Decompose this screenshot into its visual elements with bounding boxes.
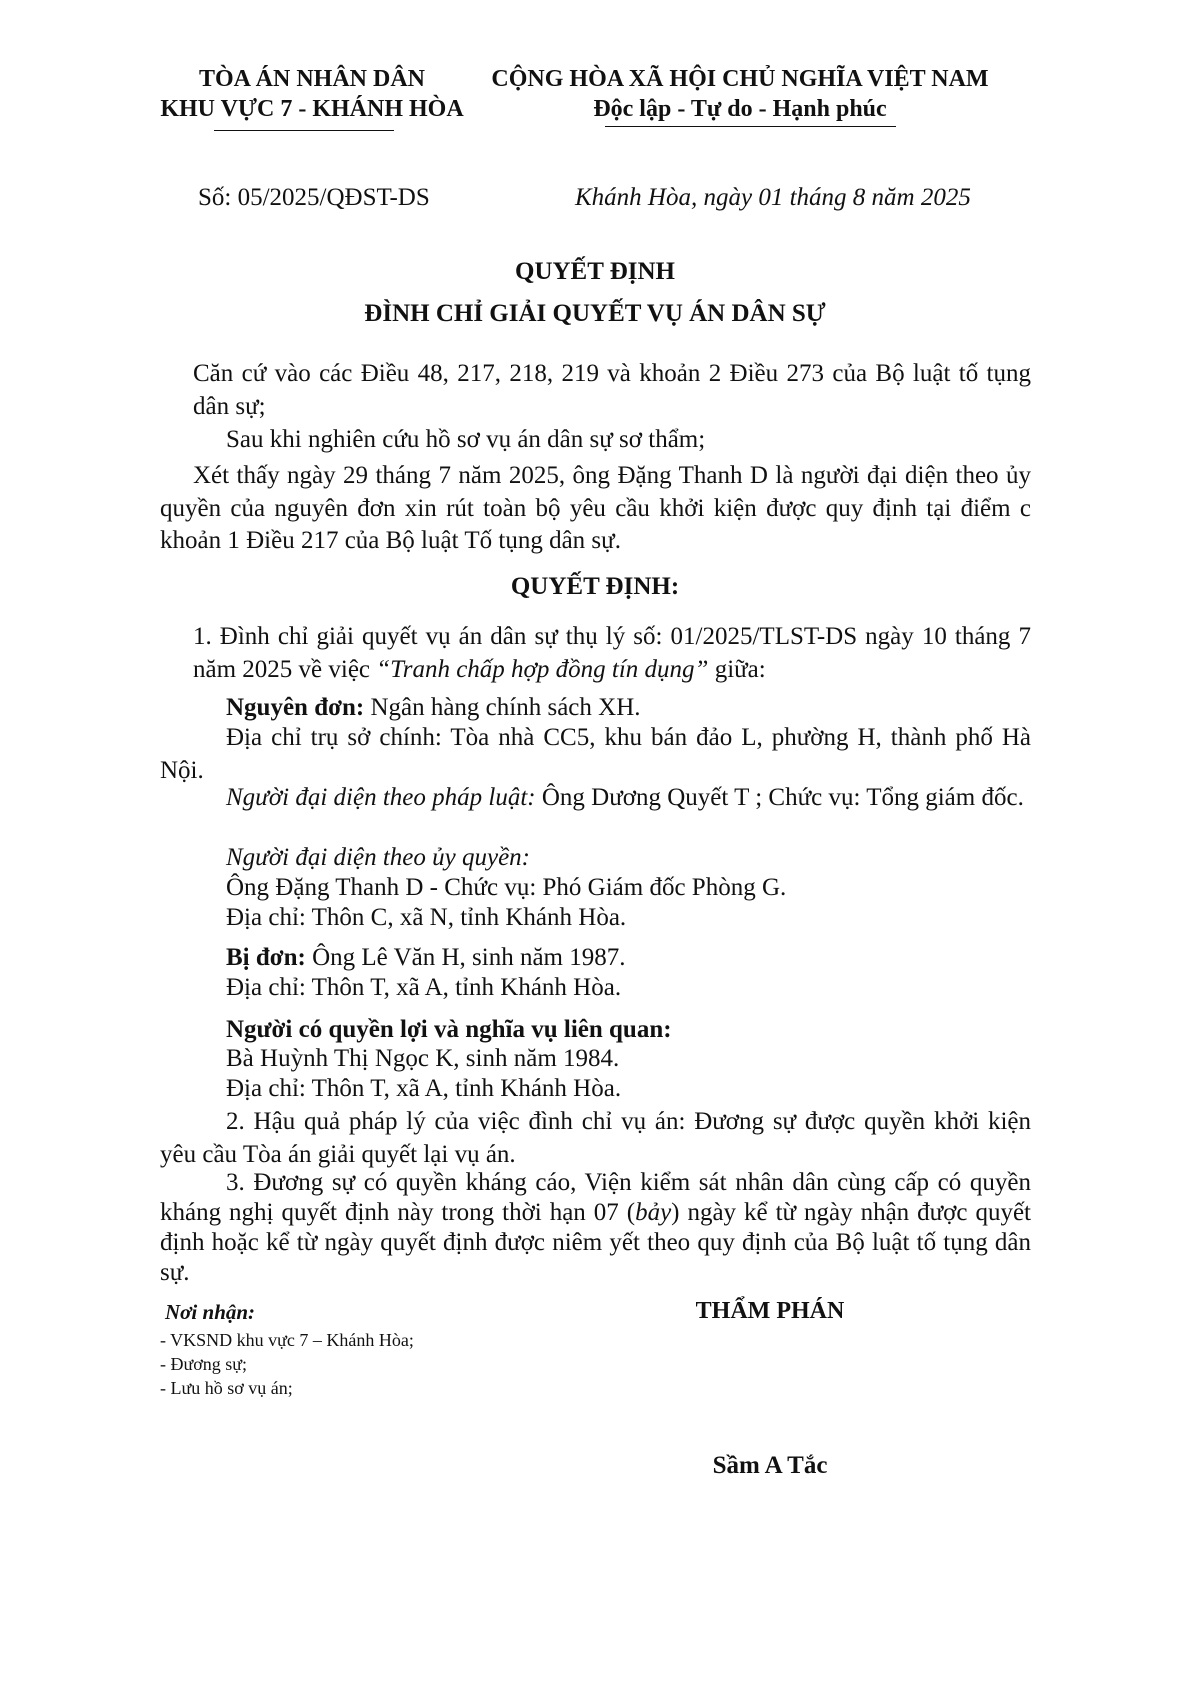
document-number: Số: 05/2025/QĐST-DS: [198, 184, 430, 211]
item3-days-word: bảy: [635, 1199, 672, 1226]
item1-text: 1. Đình chỉ giải quyết vụ án dân sự thụ lý số: 01/2025/TLST-DS ngày 10 tháng 7 năm 2025 về việc: [193, 623, 1031, 683]
legal-basis: Căn cứ vào các Điều 48, 217, 218, 219 và khoản 2 Điều 273 của Bộ luật tố tụng dân sự;: [193, 360, 1031, 420]
item1-suffix: giữa:: [714, 655, 766, 683]
plaintiff-line: [226, 692, 641, 724]
recipients-title: Nơi nhận:: [165, 1300, 256, 1324]
place-and-date: Khánh Hòa, ngày 01 tháng 8 năm 2025: [575, 184, 971, 211]
signer-role: THẨM PHÁN: [695, 1298, 845, 1324]
decision-heading: QUYẾT ĐỊNH:: [510, 573, 680, 600]
related-party-label: Người có quyền lợi và nghĩa vụ liên quan:: [226, 1016, 672, 1043]
nation-motto: Độc lập - Tự do - Hạnh phúc: [593, 96, 887, 122]
plaintiff-name: Ngân hàng chính sách XH.: [364, 694, 641, 721]
item3-text-end: ) ngày kể từ ngày nhận được quyết định hoặc kể từ ngày quyết định được niêm yết theo quy định của Bộ luật tố tụng dân sự.: [160, 1199, 1031, 1286]
defendant-name: Ông Lê Văn H, sinh năm 1987.: [305, 944, 626, 971]
decision-item-2: 2. Hậu quả pháp lý của việc đình chỉ vụ án: Đương sự được quyền khởi kiện yêu cầu Tòa án giải quyết lại vụ án.: [160, 1108, 1031, 1168]
decision-subtitle: ĐÌNH CHỈ GIẢI QUYẾT VỤ ÁN DÂN SỰ: [364, 300, 826, 327]
recipient-item: - Lưu hồ sơ vụ án;: [160, 1378, 293, 1398]
auth-rep-address: Địa chỉ: Thôn C, xã N, tỉnh Khánh Hòa.: [226, 904, 627, 931]
court-name-line2: KHU VỰC 7 - KHÁNH HÒA: [160, 96, 464, 122]
defendant-label: Bị đơn:: [226, 944, 306, 971]
motto-underline: [605, 126, 896, 127]
recipient-item: - VKSND khu vực 7 – Khánh Hòa;: [160, 1330, 414, 1350]
nation-title: CỘNG HÒA XÃ HỘI CHỦ NGHĨA VIỆT NAM: [491, 66, 989, 92]
court-name-line1: TÒA ÁN NHÂN DÂN: [198, 66, 425, 92]
defendant-address: Địa chỉ: Thôn T, xã A, tỉnh Khánh Hòa.: [226, 974, 622, 1001]
signer-name: Sầm A Tắc: [712, 1452, 828, 1479]
legal-rep-value: Ông Dương Quyết T ; Chức vụ: Tổng giám đốc.: [535, 784, 1024, 811]
decision-item-3: [160, 1168, 1031, 1288]
related-party-address: Địa chỉ: Thôn T, xã A, tỉnh Khánh Hòa.: [226, 1075, 622, 1102]
item3-text: 3. Đương sự có quyền kháng cáo, Viện kiểm sát nhân dân cùng cấp có quyền kháng nghị quyết định này trong thời hạn 07 (: [160, 1169, 1031, 1226]
auth-rep-name: Ông Đặng Thanh D - Chức vụ: Phó Giám đốc Phòng G.: [226, 874, 787, 901]
recipient-item: - Đương sự;: [160, 1354, 248, 1374]
related-party-name: Bà Huỳnh Thị Ngọc K, sinh năm 1984.: [226, 1045, 620, 1072]
case-title: “Tranh chấp hợp đồng tín dụng”: [376, 655, 709, 683]
court-underline: [214, 130, 394, 131]
decision-item-1: [193, 621, 1031, 686]
plaintiff-legal-rep: [160, 782, 1031, 815]
decision-title: QUYẾT ĐỊNH: [515, 258, 675, 285]
plaintiff-address: Địa chỉ trụ sở chính: Tòa nhà CC5, khu bán đảo L, phường H, thành phố Hà Nội.: [160, 724, 1031, 784]
legal-rep-label: Người đại diện theo pháp luật:: [226, 784, 536, 811]
defendant-line: [226, 942, 626, 974]
case-study-note: Sau khi nghiên cứu hồ sơ vụ án dân sự sơ thẩm;: [226, 426, 706, 453]
auth-rep-label: Người đại diện theo ủy quyền:: [226, 844, 530, 871]
plaintiff-label: Nguyên đơn:: [226, 694, 365, 721]
consideration: Xét thấy ngày 29 tháng 7 năm 2025, ông Đặng Thanh D là người đại diện theo ủy quyền của nguyên đơn xin rút toàn bộ yêu cầu khởi kiện được quy định tại điểm c khoản 1 Điều 217 của Bộ luật Tố tụng dân sự.: [160, 462, 1031, 554]
